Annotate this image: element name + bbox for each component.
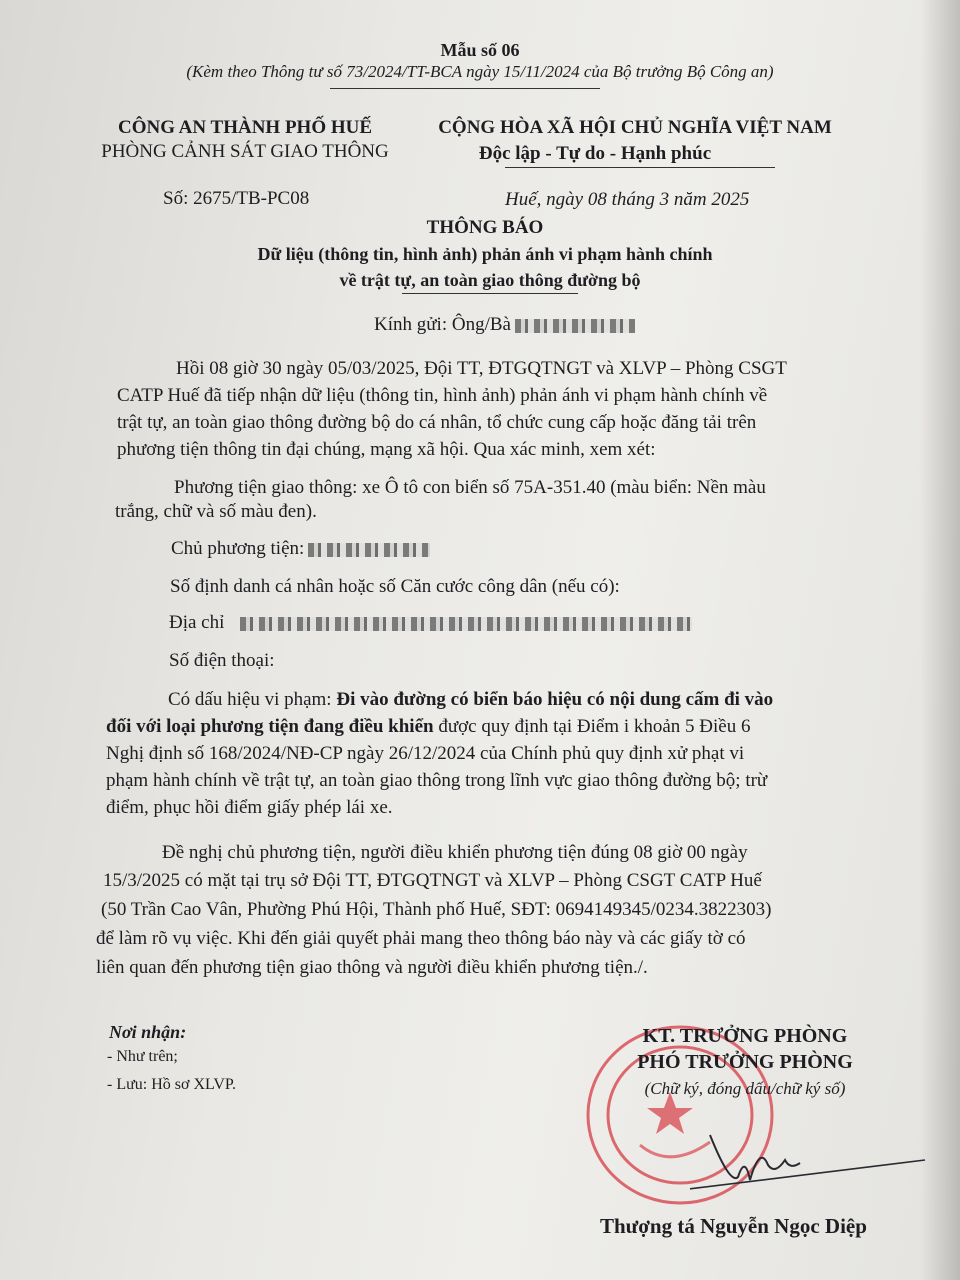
handwritten-signature	[690, 1125, 930, 1200]
id-label: Số định danh cá nhân hoặc số Căn cước công dân (nếu có):	[170, 576, 620, 597]
recipients-item: - Lưu: Hồ sơ XLVP.	[107, 1076, 236, 1093]
divider	[505, 167, 775, 168]
nation-motto: Độc lập - Tự do - Hạnh phúc	[478, 143, 712, 164]
owner-line	[171, 537, 430, 561]
request-line-3: (50 Trần Cao Vân, Phường Phú Hội, Thành phố Huế, SĐT: 0694149345/0234.3822303)	[101, 899, 772, 920]
violation-line-2	[106, 715, 750, 739]
nation-title: CỘNG HÒA XÃ HỘI CHỦ NGHĨA VIỆT NAM	[438, 117, 832, 138]
signature-note: (Chữ ký, đóng dấu/chữ ký số)	[644, 1079, 846, 1098]
form-attach-note: (Kèm theo Thông tư số 73/2024/TT-BCA ngày 15/11/2024 của Bộ trưởng Bộ Công an)	[186, 62, 774, 81]
redacted-owner	[308, 543, 430, 557]
redacted-name	[515, 319, 635, 333]
request-line-5: liên quan đến phương tiện giao thông và người điều khiển phương tiện./.	[96, 957, 648, 978]
department-name: PHÒNG CẢNH SÁT GIAO THÔNG	[101, 141, 389, 162]
violation-line-4: phạm hành chính về trật tự, an toàn giao thông trong lĩnh vực giao thông đường bộ; trừ	[106, 770, 768, 791]
phone-label: Số điện thoại:	[169, 650, 275, 671]
signature-title-1: KT. TRƯỞNG PHÒNG	[642, 1025, 848, 1047]
recipients-label: Nơi nhận:	[109, 1022, 187, 1042]
title-line-1: Dữ liệu (thông tin, hình ảnh) phản ánh vi phạm hành chính	[257, 244, 713, 264]
violation-line-1	[168, 688, 773, 712]
form-number: Mẫu số 06	[440, 40, 520, 60]
paragraph-1-line-3: trật tự, an toàn giao thông đường bộ do cá nhân, tổ chức cung cấp hoặc đăng tải trên	[117, 412, 757, 433]
vehicle-line-2: trắng, chữ và số màu đen).	[115, 501, 317, 522]
divider	[330, 88, 600, 89]
paragraph-1-line-1: Hồi 08 giờ 30 ngày 05/03/2025, Đội TT, ĐTGQTNGT và XLVP – Phòng CSGT	[176, 358, 787, 379]
signer-name: Thượng tá Nguyễn Ngọc Diệp	[600, 1214, 867, 1238]
address-line	[169, 611, 692, 635]
address-label: Địa chỉ	[169, 612, 225, 633]
divider	[402, 293, 578, 294]
redacted-address	[240, 617, 692, 631]
document-number: Số: 2675/TB-PC08	[163, 188, 310, 209]
violation-line-3: Nghị định số 168/2024/NĐ-CP ngày 26/12/2024 của Chính phủ quy định xử phạt vi	[106, 743, 745, 764]
violation-line-5: điểm, phục hồi điểm giấy phép lái xe.	[106, 797, 393, 818]
recipients-item: - Như trên;	[107, 1048, 178, 1065]
request-line-4: để làm rõ vụ việc. Khi đến giải quyết phải mang theo thông báo này và các giấy tờ có	[96, 928, 746, 949]
page-shadow	[920, 0, 960, 1280]
signature-title-2: PHÓ TRƯỞNG PHÒNG	[637, 1051, 853, 1073]
violation-bold-1: Đi vào đường có biển báo hiệu có nội dung cấm đi vào	[336, 689, 774, 710]
request-line-1: Đề nghị chủ phương tiện, người điều khiển phương tiện đúng 08 giờ 00 ngày	[162, 842, 748, 863]
violation-bold-2: đối với loại phương tiện đang điều khiển	[106, 716, 434, 737]
recipient-line	[374, 313, 635, 337]
owner-label: Chủ phương tiện:	[171, 538, 305, 559]
title-line-2: về trật tự, an toàn giao thông đường bộ	[339, 270, 641, 290]
place-date: Huế, ngày 08 tháng 3 năm 2025	[505, 189, 750, 210]
agency-name: CÔNG AN THÀNH PHỐ HUẾ	[117, 117, 373, 138]
violation-rest-2: được quy định tại Điểm i khoản 5 Điều 6	[433, 716, 751, 737]
vehicle-line-1: Phương tiện giao thông: xe Ô tô con biển số 75A-351.40 (màu biển: Nền màu	[174, 477, 766, 498]
request-line-2: 15/3/2025 có mặt tại trụ sở Đội TT, ĐTGQTNGT và XLVP – Phòng CSGT CATP Huế	[103, 870, 762, 891]
paragraph-1-line-2: CATP Huế đã tiếp nhận dữ liệu (thông tin, hình ảnh) phản ánh vi phạm hành chính về	[117, 385, 768, 406]
document-title: THÔNG BÁO	[426, 217, 544, 238]
violation-prefix: Có dấu hiệu vi phạm:	[168, 689, 337, 710]
recipient-label: Kính gửi: Ông/Bà	[374, 314, 511, 335]
paragraph-1-line-4: phương tiện thông tin đại chúng, mạng xã hội. Qua xác minh, xem xét:	[117, 439, 656, 460]
